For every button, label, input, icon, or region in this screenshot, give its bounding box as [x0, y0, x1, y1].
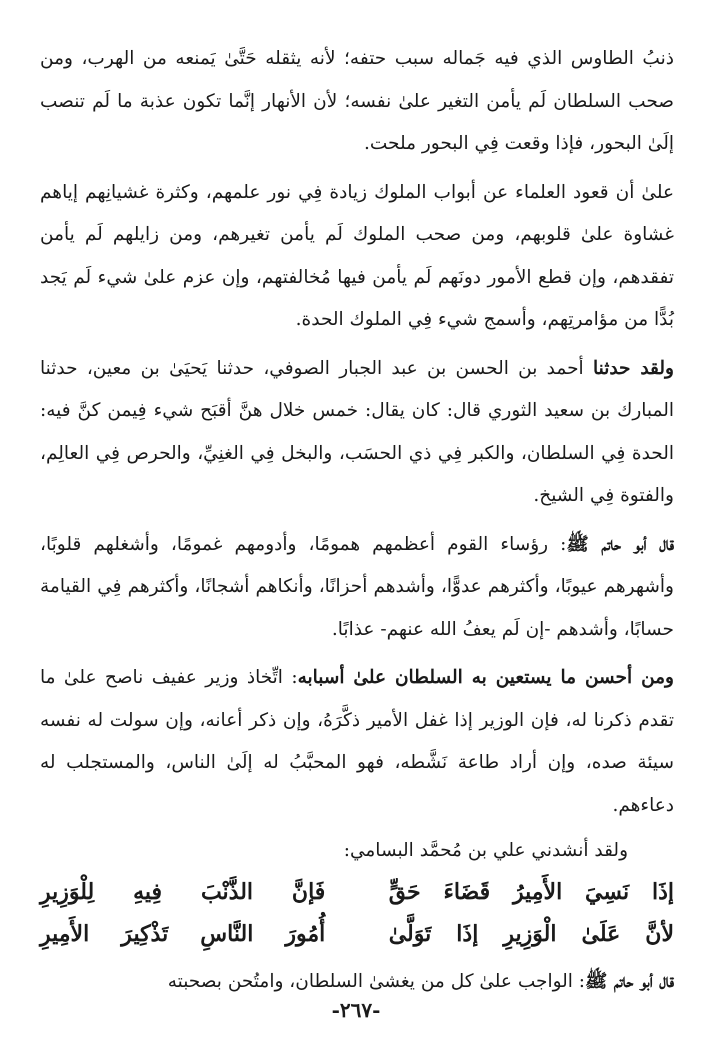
poem-verse: [40, 871, 674, 913]
paragraph-scholars-and-kings: [40, 172, 674, 342]
paragraph-five-traits: [40, 348, 674, 518]
paragraph-vizier: [40, 657, 674, 827]
paragraph-abu-hatim-leaders: [40, 524, 674, 652]
paragraph-text: : اتِّخاذ وزير عفيف ناصح علىٰ ما تقدم ذكرنا له، فإن الوزير إذا غفل الأمير ذكَّرَهُ، وإن ذكر أعانه، وإن سولت له نفسه سيئة صده، وإن أراد طاعة نَشَّطه، فهو المحبَّبُ له إلَىٰ الناس، والمستجلب له دعاءهم.: [40, 667, 674, 816]
poem-intro: ولقد أنشدني علي بن مُحمَّد البسامي:: [343, 840, 628, 861]
verse-second-hemistich: فَإنَّ الذَّنْبَ فِيهِ لِلْوَزِيرِ: [40, 879, 326, 905]
paragraph-text: : رؤساء القوم أعظمهم همومًا، وأدومهم غمومًا، وأشغلهم قلوبًا، وأشهرهم عيوبًا، وأكثرهم عدوًّا، وأشدهم أحزانًا، وأنكاهم أشجانًا، وأكثرهم فِي القيامة حسابًا، وأشدهم -إن لَم يعفُ الله عنهم- عذابًا.: [40, 533, 674, 640]
paragraph-lead: ومن أحسن ما يستعين به السلطان علىٰ أسبابه: [297, 667, 674, 688]
verse-second-hemistich: أُمُورَ النَّاسِ تَذْكِيرَ الأَمِيرِ: [40, 921, 326, 947]
paragraph-text: علىٰ أن قعود العلماء عن أبواب الملوك زيادة فِي نور علمهم، وكثرة غشيانِهم إياهم غشاوة علىٰ قلوبهم، ومن صحب الملوك لَم يأمن تغيرهم، ومن زايلهم لَم يأمن تفقدهم، وإن قطع الأمور دونَهم لَم يأمن فيها مُخالفتهم، وإن عزم علىٰ شيء لَم يَجد بُدًّا من مؤامرتِهم، وأسمج شيء فِي الملوك الحدة.: [40, 181, 674, 330]
verse-first-hemistich: إذَا نَسِيَ الأَمِيرُ قَضَاءَ حَقٍّ: [388, 879, 674, 905]
paragraph-lead: قال أبو حاتم ﷺ: [585, 971, 674, 992]
paragraph-lead: ولقد حدثنا: [592, 357, 674, 379]
page-number: -٢٦٧-: [331, 998, 381, 1022]
paragraph-lead: قال أبو حاتم ﷺ: [566, 533, 674, 555]
paragraph-text: : الواجب علىٰ كل من يغشىٰ السلطان، وامتُحن بصحبته: [167, 971, 586, 992]
poem-verse: [40, 913, 674, 955]
paragraph-text: ذنبُ الطاوس الذي فيه جَماله سبب حتفه؛ لأنه يثقله حَتَّىٰ يَمنعه من الهرب، ومن صحب السلطان لَم يأمن التغير علىٰ نفسه؛ لأن الأنهار إنَّما تكون عذبة ما لَم تنصب إلَىٰ البحور، فإذا وقعت فِي البحور ملحت.: [40, 48, 674, 154]
verse-first-hemistich: لأنَّ عَلَىٰ الْوَزِيرِ إذَا تَوَلَّىٰ: [388, 921, 674, 947]
paragraph-text: أحمد بن الحسن بن عبد الجبار الصوفي، حدثنا يَحيَىٰ بن معين، حدثنا المبارك بن سعيد الثوري قال: كان يقال: خمس خلال هنَّ أقبَح شيء فِيمن كنَّ فيه: الحدة فِي السلطان، والكبر فِي ذي الحسَب، والبخل فِي الغنِيِّ، والحرص فِي العالِم، والفتوة فِي الشيخ.: [40, 357, 674, 506]
paragraph-peacock: [40, 38, 674, 166]
